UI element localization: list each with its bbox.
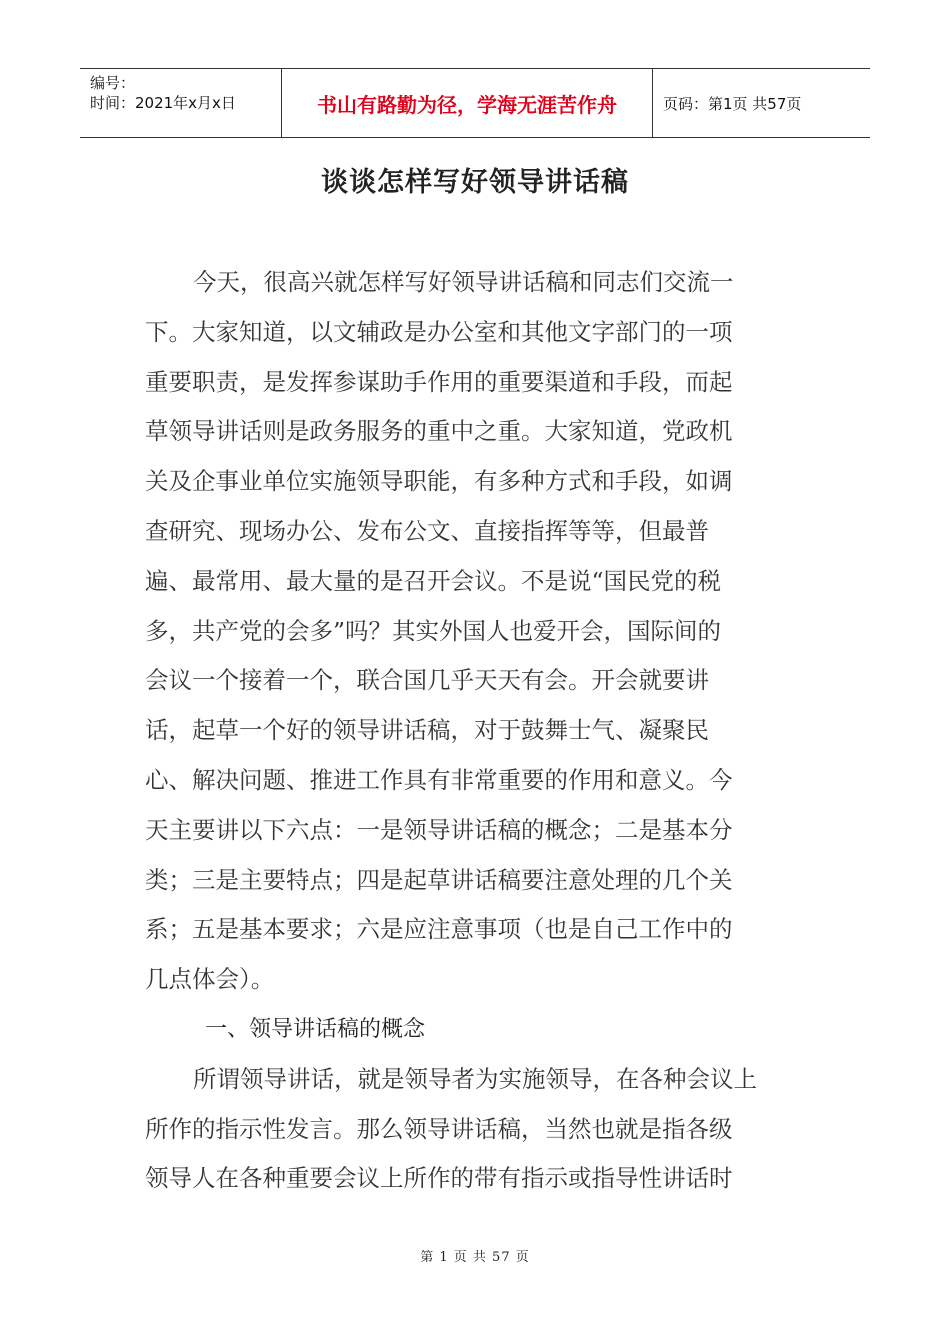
- paragraph-line: 多，共产党的会多”吗？其实外国人也爱开会，国际间的: [145, 616, 722, 645]
- header-page-info: 页码：第1页 共57页: [663, 94, 802, 113]
- paragraph-line: 心、解决问题、推进工作具有非常重要的作用和意义。今: [145, 765, 733, 794]
- paragraph-line: 天主要讲以下六点：一是领导讲话稿的概念；二是基本分: [145, 815, 733, 844]
- paragraph-line: 会议一个接着一个，联合国几乎天天有会。开会就要讲: [145, 666, 709, 695]
- section-heading: 一、领导讲话稿的概念: [205, 1016, 426, 1042]
- paragraph-line: 类；三是主要特点；四是起草讲话稿要注意处理的几个关: [145, 865, 733, 894]
- paragraph-line: 查研究、现场办公、发布公文、直接指挥等等，但最普: [145, 516, 709, 545]
- paragraph-line: 遍、最常用、最大量的是召开会议。不是说“国民党的税: [145, 566, 722, 595]
- paragraph-line: 所作的指示性发言。那么领导讲话稿，当然也就是指各级: [145, 1114, 733, 1143]
- page-footer: 第 1 页 共 57 页: [420, 1250, 530, 1265]
- code-label: 编号：: [90, 74, 136, 92]
- paragraph-line: 所谓领导讲话，就是领导者为实施领导，在各种会议上: [193, 1064, 757, 1093]
- document-title: 谈谈怎样写好领导讲话稿: [321, 167, 629, 198]
- paragraph-line: 下。大家知道，以文辅政是办公室和其他文字部门的一项: [145, 317, 733, 346]
- paragraph-line: 重要职责，是发挥参谋助手作用的重要渠道和手段，而起: [145, 367, 733, 396]
- header-motto: 书山有路勤为径，学海无涯苦作舟: [281, 69, 653, 137]
- time-label: 时间：2021年x月x日: [90, 94, 236, 112]
- page-header: [80, 68, 870, 138]
- paragraph-line: 关及企事业单位实施领导职能，有多种方式和手段，如调: [145, 467, 733, 496]
- paragraph-line: 系；五是基本要求；六是应注意事项（也是自己工作中的: [145, 915, 733, 944]
- paragraph-line: 话，起草一个好的领导讲话稿，对于鼓舞士气、凝聚民: [145, 716, 709, 745]
- paragraph-line: 几点体会）。: [145, 965, 275, 994]
- paragraph-line: 领导人在各种重要会议上所作的带有指示或指导性讲话时: [145, 1164, 733, 1193]
- header-meta: [80, 69, 281, 137]
- document-body: [145, 258, 790, 1204]
- paragraph-line: 草领导讲话则是政务服务的重中之重。大家知道，党政机: [145, 417, 733, 446]
- paragraph-line: 今天，很高兴就怎样写好领导讲话稿和同志们交流一: [193, 268, 734, 296]
